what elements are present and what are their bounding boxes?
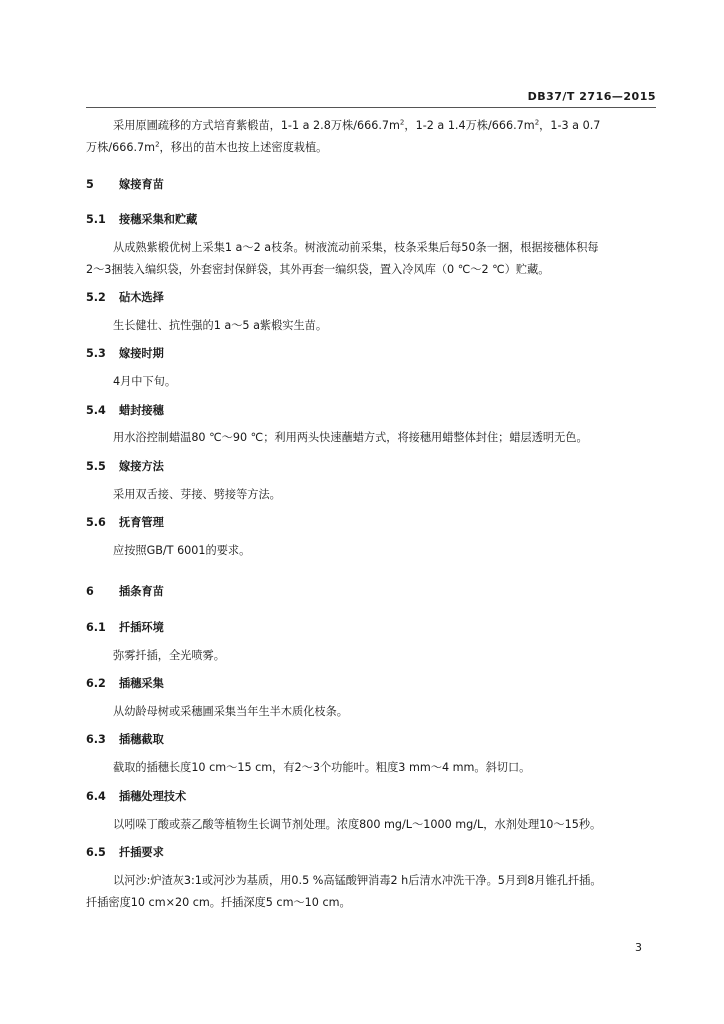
section-5-2-body: 生长健壮、抗性强的1 a～5 a紫椴实生苗。 xyxy=(113,319,328,332)
section-5-4-body: 用水浴控制蜡温80 ℃～90 ℃；利用两头快速蘸蜡方式，将接穗用蜡整体封住；蜡层透明无色。 xyxy=(113,431,588,444)
section-6-heading xyxy=(86,581,656,603)
section-5-2-heading xyxy=(86,287,656,309)
section-5-5-heading xyxy=(86,456,656,478)
section-5-3-number: 5.3 xyxy=(86,347,106,360)
section-5-3-body: 4月中下旬。 xyxy=(113,375,177,388)
section-6-1-number: 6.1 xyxy=(86,621,106,634)
section-6-4-title: 插穗处理技术 xyxy=(119,790,187,803)
intro-line-2 xyxy=(86,137,656,159)
intro-line-2-text-b: ，移出的苗木也按上述密度栽植。 xyxy=(159,141,328,154)
section-5-heading xyxy=(86,174,656,196)
section-6-3-title: 插穗截取 xyxy=(119,733,164,746)
section-5-number: 5 xyxy=(86,178,94,191)
section-5-1-body xyxy=(86,237,656,281)
section-5-1-line-1: 从成熟紫椴优树上采集1 a～2 a枝条。树液流动前采集，枝条采集后每50条一捆，根据接穗体积每 xyxy=(113,241,599,254)
section-6-1-body: 弥雾扦插，全光喷雾。 xyxy=(113,649,225,662)
section-6-5-line-1: 以河沙:炉渣灰3:1或河沙为基质，用0.5 %高锰酸钾消毒2 h后清水冲洗干净。5月到8月锥孔扦插。 xyxy=(113,874,602,887)
intro-paragraph xyxy=(86,115,656,159)
section-5-3-title: 嫁接时期 xyxy=(119,347,164,360)
section-6-5-title: 扦插要求 xyxy=(119,846,164,859)
section-5-4-title: 蜡封接穗 xyxy=(119,404,164,417)
page-number: 3 xyxy=(635,941,642,954)
header-divider xyxy=(86,107,656,108)
section-5-6-body: 应按照GB/T 6001的要求。 xyxy=(113,544,251,557)
section-5-4-heading xyxy=(86,400,656,422)
section-6-3-heading xyxy=(86,729,656,751)
section-5-title: 嫁接育苗 xyxy=(119,178,164,191)
section-5-5-title: 嫁接方法 xyxy=(119,460,164,473)
section-6-2-heading xyxy=(86,673,656,695)
section-6-title: 插条育苗 xyxy=(119,585,164,598)
section-5-1-number: 5.1 xyxy=(86,213,106,226)
section-6-4-body: 以吲哚丁酸或萘乙酸等植物生长调节剂处理。浓度800 mg/L～1000 mg/L，水剂处理10～15秒。 xyxy=(113,818,602,831)
intro-line-1-text-c: ，1-3 a 0.7 xyxy=(539,119,601,132)
intro-line-2-text-a: 万株/666.7m xyxy=(86,141,156,154)
section-5-4-number: 5.4 xyxy=(86,404,106,417)
section-6-2-number: 6.2 xyxy=(86,677,106,690)
section-6-number: 6 xyxy=(86,585,94,598)
intro-superscript-1: 2 xyxy=(399,118,405,127)
section-6-1-title: 扦插环境 xyxy=(119,621,164,634)
section-6-5-line-2: 扦插密度10 cm×20 cm。扦插深度5 cm～10 cm。 xyxy=(86,896,351,909)
section-5-2-number: 5.2 xyxy=(86,291,106,304)
document-header-id: DB37/T 2716—2015 xyxy=(527,90,656,103)
section-5-6-title: 抚育管理 xyxy=(119,516,164,529)
section-5-6-number: 5.6 xyxy=(86,516,106,529)
section-5-1-line-2: 2～3捆装入编织袋，外套密封保鲜袋，其外再套一编织袋，置入冷风库（0 ℃～2 ℃）贮藏。 xyxy=(86,263,550,276)
section-5-1-title: 接穗采集和贮藏 xyxy=(119,213,198,226)
section-5-2-title: 砧木选择 xyxy=(119,291,164,304)
section-6-4-number: 6.4 xyxy=(86,790,106,803)
section-6-5-heading xyxy=(86,842,656,864)
intro-line-1-text-a: 采用原圃疏移的方式培育紫椴苗，1-1 a 2.8万株/666.7m xyxy=(113,119,400,132)
section-6-5-number: 6.5 xyxy=(86,846,106,859)
intro-line-1 xyxy=(86,115,656,137)
section-6-4-heading xyxy=(86,786,656,808)
section-5-5-number: 5.5 xyxy=(86,460,106,473)
section-5-1-heading xyxy=(86,209,656,231)
section-6-2-title: 插穗采集 xyxy=(119,677,164,690)
section-5-5-body: 采用双舌接、芽接、劈接等方法。 xyxy=(113,488,281,501)
section-6-2-body: 从幼龄母树或采穗圃采集当年生半木质化枝条。 xyxy=(113,705,348,718)
intro-superscript-3: 2 xyxy=(155,140,160,149)
section-6-1-heading xyxy=(86,617,656,639)
section-5-6-heading xyxy=(86,512,656,534)
section-6-3-number: 6.3 xyxy=(86,733,106,746)
intro-superscript-2: 2 xyxy=(534,118,540,127)
section-6-5-body xyxy=(86,870,656,914)
section-6-3-body: 截取的插穗长度10 cm～15 cm，有2～3个功能叶。粗度3 mm～4 mm。斜切口。 xyxy=(113,761,531,774)
section-5-3-heading xyxy=(86,343,656,365)
intro-line-1-text-b: ，1-2 a 1.4万株/666.7m xyxy=(404,119,535,132)
